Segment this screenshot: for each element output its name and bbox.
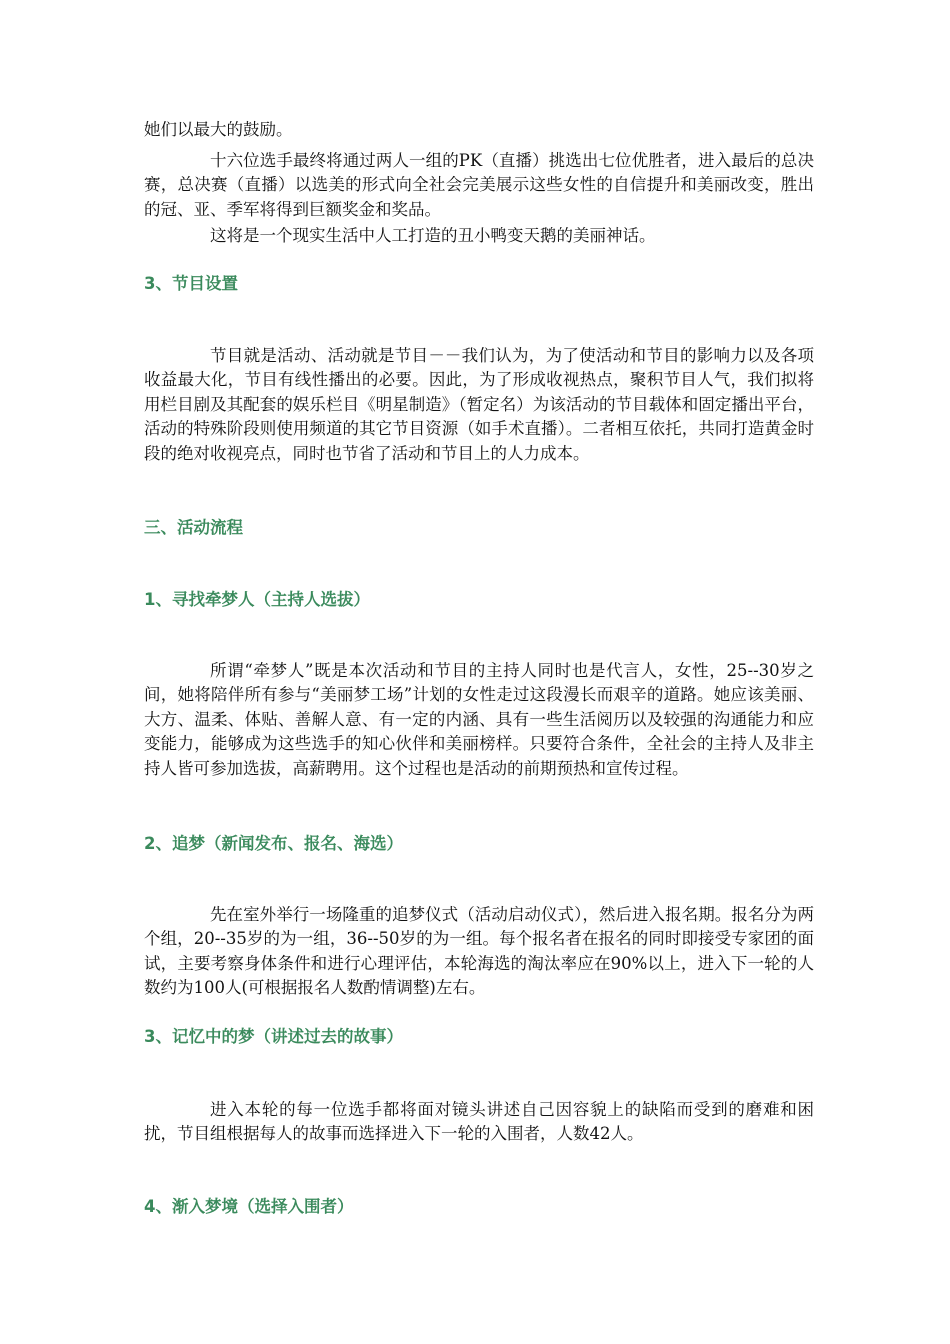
section-heading-enter-dream: 4、渐入梦境（选择入围者） — [144, 1197, 354, 1216]
paragraph-memory-dream — [144, 1098, 814, 1147]
section-heading-program-setup: 3、节目设置 — [144, 274, 238, 293]
paragraph-text: 这将是一个现实生活中人工打造的丑小鸭变天鹅的美丽神话。 — [210, 226, 656, 245]
section-heading-chase-dream: 2、追梦（新闻发布、报名、海选） — [144, 834, 403, 853]
paragraph-find-host — [144, 659, 814, 781]
section-heading-memory-dream: 3、记忆中的梦（讲述过去的故事） — [144, 1027, 403, 1046]
paragraph-text: 她们以最大的鼓励。 — [144, 120, 293, 139]
section-heading-find-host: 1、寻找牵梦人（主持人选拔） — [144, 590, 370, 609]
section-heading-activity-process: 三、活动流程 — [144, 518, 243, 537]
paragraph-text: 节目就是活动、活动就是节目－－我们认为，为了使活动和节目的影响力以及各项收益最大化，节目有线性播出的必要。因此，为了形成收视热点，聚积节目人气，我们拟将用栏目剧及其配套的娱乐栏目《明星制造》（暂定名）为该活动的节目载体和固定播出平台，活动的特殊阶段则使用频道的其它节目资源（如手术直播）。二者相互依托，共同打造黄金时段的绝对收视亮点，同时也节省了活动和节目上的人力成本。 — [144, 346, 814, 463]
paragraph-text: 进入本轮的每一位选手都将面对镜头讲述自己因容貌上的缺陷而受到的磨难和困扰，节目组根据每人的故事而选择进入下一轮的入围者，人数42人。 — [144, 1100, 814, 1144]
paragraph-finals — [144, 149, 814, 222]
paragraph-chase-dream — [144, 903, 814, 1001]
paragraph-text: 所谓“牵梦人”既是本次活动和节目的主持人同时也是代言人，女性，25--30岁之间，她将陪伴所有参与“美丽梦工场”计划的女性走过这段漫长而艰辛的道路。她应该美丽、大方、温柔、体贴、善解人意、有一定的内涵、具有一些生活阅历以及较强的沟通能力和应变能力，能够成为这些选手的知心伙伴和美丽榜样。只要符合条件，全社会的主持人及非主持人皆可参加选拔，高薪聘用。这个过程也是活动的前期预热和宣传过程。 — [144, 661, 814, 778]
paragraph-myth — [144, 224, 814, 248]
paragraph-text: 十六位选手最终将通过两人一组的PK（直播）挑选出七位优胜者，进入最后的总决赛，总决赛（直播）以选美的形式向全社会完美展示这些女性的自信提升和美丽改变，胜出的冠、亚、季军将得到巨额奖金和奖品。 — [144, 151, 814, 219]
paragraph-text: 先在室外举行一场隆重的追梦仪式（活动启动仪式），然后进入报名期。报名分为两个组，20--35岁的为一组，36--50岁的为一组。每个报名者在报名的同时即接受专家团的面试，主要考察身体条件和进行心理评估，本轮海选的淘汰率应在90%以上，进入下一轮的人数约为100人(可根据报名人数酌情调整)左右。 — [144, 905, 814, 998]
paragraph-program-setup — [144, 344, 814, 466]
paragraph-encouragement — [144, 118, 814, 142]
